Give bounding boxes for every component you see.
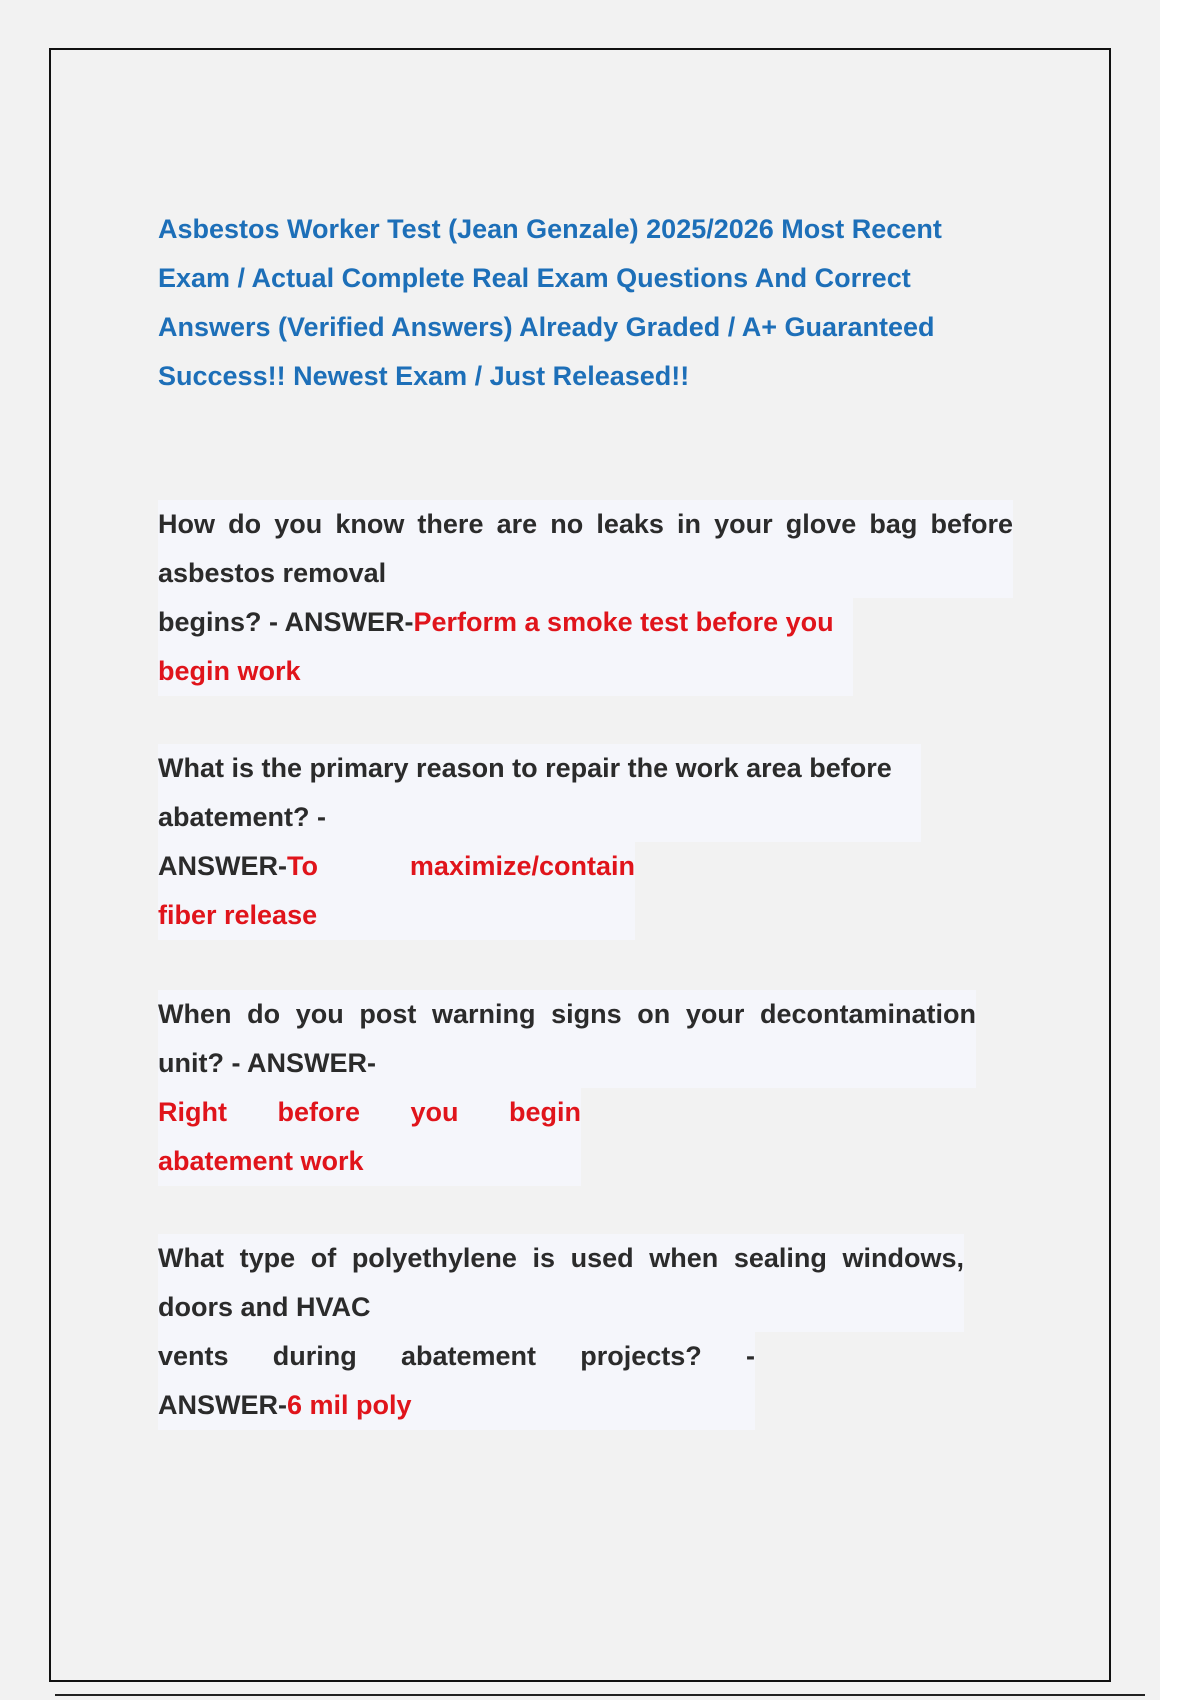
- question-item-4: [158, 1234, 964, 1430]
- answer-label: ANSWER-: [158, 1390, 287, 1420]
- question-line: unit? - ANSWER-: [158, 1048, 376, 1078]
- question-line: When do you post warning signs on your decontamination: [158, 999, 976, 1029]
- answer-text: 6 mil poly: [287, 1390, 412, 1420]
- question-line: What is the primary reason to repair the work area before: [158, 753, 892, 783]
- bottom-divider: [55, 1694, 1145, 1696]
- answer-label: begins? - ANSWER-: [158, 607, 414, 637]
- answer-1: [158, 598, 853, 696]
- question-item-3: [158, 990, 976, 1186]
- question-line: What type of polyethylene is used when sealing windows,: [158, 1243, 964, 1273]
- question-line: How do you know there are no leaks in your glove bag before: [158, 509, 1013, 539]
- question-line: asbestos removal: [158, 558, 387, 588]
- answer-label: ANSWER-: [158, 851, 287, 881]
- question-text-1: [158, 500, 1013, 598]
- question-text-3: [158, 990, 976, 1088]
- answer-2: [158, 842, 635, 940]
- question-item-2: [158, 744, 921, 940]
- answer-3: [158, 1088, 581, 1186]
- answer-4: [158, 1332, 755, 1430]
- question-line: vents during abatement projects? -: [158, 1341, 755, 1371]
- answer-text: abatement work: [158, 1146, 364, 1176]
- question-line: abatement? -: [158, 802, 327, 832]
- question-item-1: [158, 500, 1013, 696]
- answer-text: To maximize/contain: [287, 851, 635, 881]
- answer-text: begin work: [158, 656, 301, 686]
- question-text-2: [158, 744, 921, 842]
- question-line: doors and HVAC: [158, 1292, 371, 1322]
- page-margin-strip: [1160, 0, 1200, 1700]
- document-title: Asbestos Worker Test (Jean Genzale) 2025/2026 Most Recent Exam / Actual Complete Real Exam Questions And Correct Answers (Verified Answers) Already Graded / A+ Guaranteed Success!! Newest Exam / Just Released!!: [158, 214, 942, 391]
- answer-text: Perform a smoke test before you: [413, 607, 834, 637]
- answer-text: fiber release: [158, 900, 318, 930]
- answer-text: Right before you begin: [158, 1097, 581, 1127]
- question-text-4: [158, 1234, 964, 1332]
